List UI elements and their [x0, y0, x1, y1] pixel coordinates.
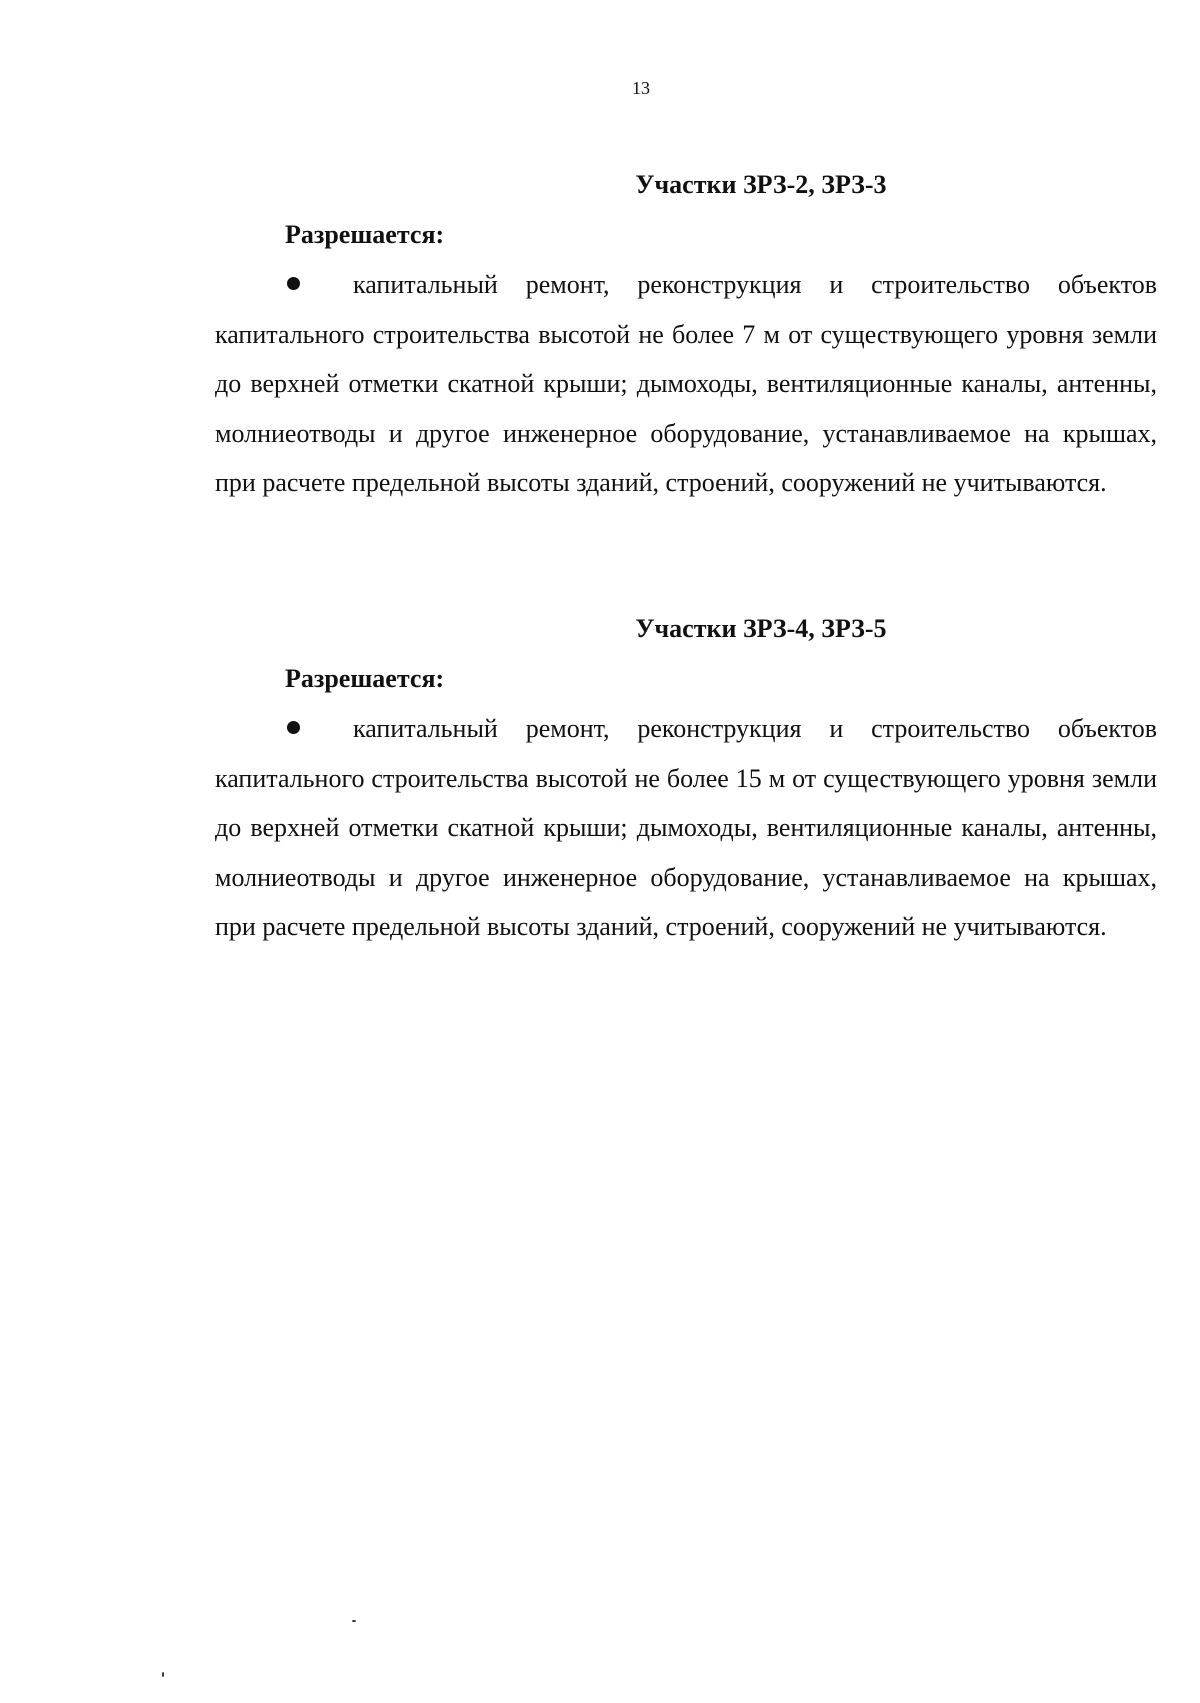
allowed-label: Разрешается: — [285, 664, 445, 693]
scan-speck — [162, 1672, 164, 1677]
page-number: 13 — [632, 78, 650, 98]
list-item — [215, 260, 1157, 508]
section-heading: Участки ЗРЗ-4, ЗРЗ-5 — [635, 614, 887, 643]
list-item-text: капитальный ремонт, реконструкция и строительство объектов капитального строительства высотой не более 15 м от существующего уровня земли до верхней отметки скатной крыши; дымоходы, вентиляционные каналы, антенны, молниеотводы и другое инженерное оборудование, устанавливаемое на крышах, при расчете предельной высоты зданий, строений, сооружений не учитываются. — [215, 714, 1157, 941]
section-heading: Участки ЗРЗ-2, ЗРЗ-3 — [635, 170, 887, 199]
scan-speck — [352, 1620, 356, 1622]
bullet-icon — [287, 277, 300, 290]
section-zrz-2-3 — [215, 168, 1157, 508]
list-item-text: капитальный ремонт, реконструкция и строительство объектов капитального строительства высотой не более 7 м от существующего уровня земли до верхней отметки скатной крыши; дымоходы, вентиляционные каналы, антенны, молниеотводы и другое инженерное оборудование, устанавливаемое на крышах, при расчете предельной высоты зданий, строений, сооружений не учитываются. — [215, 270, 1157, 497]
section-zrz-4-5 — [215, 612, 1157, 952]
list-item — [215, 704, 1157, 952]
allowed-label: Разрешается: — [285, 220, 445, 249]
bullet-icon — [287, 721, 300, 734]
